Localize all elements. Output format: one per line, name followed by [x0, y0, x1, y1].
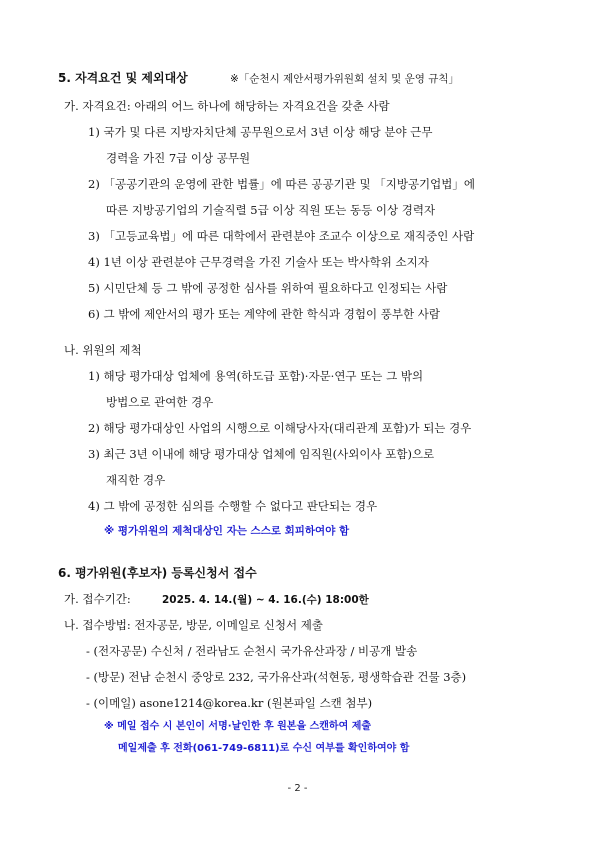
qualification-item: 따른 지방공기업의 기술직렬 5급 이상 직원 또는 동등 이상 경력자 [106, 203, 436, 217]
email-note-line-1: ※ 메일 접수 시 본인이 서명·날인한 후 원본을 스캔하여 제출 [104, 721, 372, 732]
exclusion-item: 2) 해당 평가대상인 사업의 시행으로 이해당사자(대리관계 포함)가 되는 경우 [88, 421, 472, 435]
qualification-item: 4) 1년 이상 관련분야 근무경력을 가진 기술사 또는 박사학위 소지자 [88, 255, 429, 269]
exclusion-heading: 나. 위원의 제척 [64, 343, 142, 357]
exclusion-item: 방법으로 관여한 경우 [106, 395, 214, 409]
receipt-method-item: - (방문) 전남 순천시 중앙로 232, 국가유산과(석현동, 평생학습관 건물 3층) [86, 670, 467, 684]
receipt-period-label: 가. 접수기간: [64, 592, 131, 606]
qualification-item: 5) 시민단체 등 그 밖에 공정한 심사를 위하여 필요하다고 인정되는 사람 [88, 281, 448, 295]
qualification-item: 3) 「고등교육법」에 따른 대학에서 관련분야 조교수 이상으로 재직중인 사람 [88, 229, 475, 243]
section-6-heading: 6. 평가위원(후보자) 등록신청서 접수 [58, 566, 257, 580]
qualification-item: 1) 국가 및 다른 지방자치단체 공무원으로서 3년 이상 해당 분야 근무 [88, 125, 433, 139]
receipt-period-value: 2025. 4. 14.(월) ~ 4. 16.(수) 18:00한 [162, 594, 369, 606]
exclusion-note: ※ 평가위원의 제척대상인 자는 스스로 회피하여야 함 [104, 525, 350, 537]
exclusion-item: 1) 해당 평가대상 업체에 용역(하도급 포함)·자문·연구 또는 그 밖의 [88, 369, 424, 383]
receipt-method: 나. 접수방법: 전자공문, 방문, 이메일로 신청서 제출 [64, 618, 323, 632]
section-5-heading: 5. 자격요건 및 제외대상 [58, 71, 188, 85]
qualification-item: 2) 「공공기관의 운영에 관한 법률」에 따른 공공기관 및 「지방공기업법」에 [88, 177, 475, 191]
qualification-item: 6) 그 밖에 제안서의 평가 또는 계약에 관한 학식과 경험이 풍부한 사람 [88, 307, 440, 321]
receipt-method-item: - (이메일) asone1214@korea.kr (원본파일 스캔 첨부) [86, 696, 373, 710]
page-number: - 2 - [287, 783, 308, 794]
exclusion-item: 재직한 경우 [106, 473, 166, 487]
exclusion-item: 4) 그 밖에 공정한 심의를 수행할 수 없다고 판단되는 경우 [88, 499, 378, 513]
receipt-method-item: - (전자공문) 수신처 / 전라남도 순천시 국가유산과장 / 비공개 발송 [86, 644, 418, 658]
section-5-heading-note: ※「순천시 제안서평가위원회 설치 및 운영 규칙」 [230, 73, 460, 85]
email-note-line-2: 메일제출 후 전화(061-749-6811)로 수신 여부를 확인하여야 함 [118, 743, 410, 754]
exclusion-item: 3) 최근 3년 이내에 해당 평가대상 업체에 임직원(사외이사 포함)으로 [88, 447, 435, 461]
qualification-heading: 가. 자격요건: 아래의 어느 하나에 해당하는 자격요건을 갖춘 사람 [64, 99, 390, 113]
qualification-item: 경력을 가진 7급 이상 공무원 [106, 151, 251, 165]
